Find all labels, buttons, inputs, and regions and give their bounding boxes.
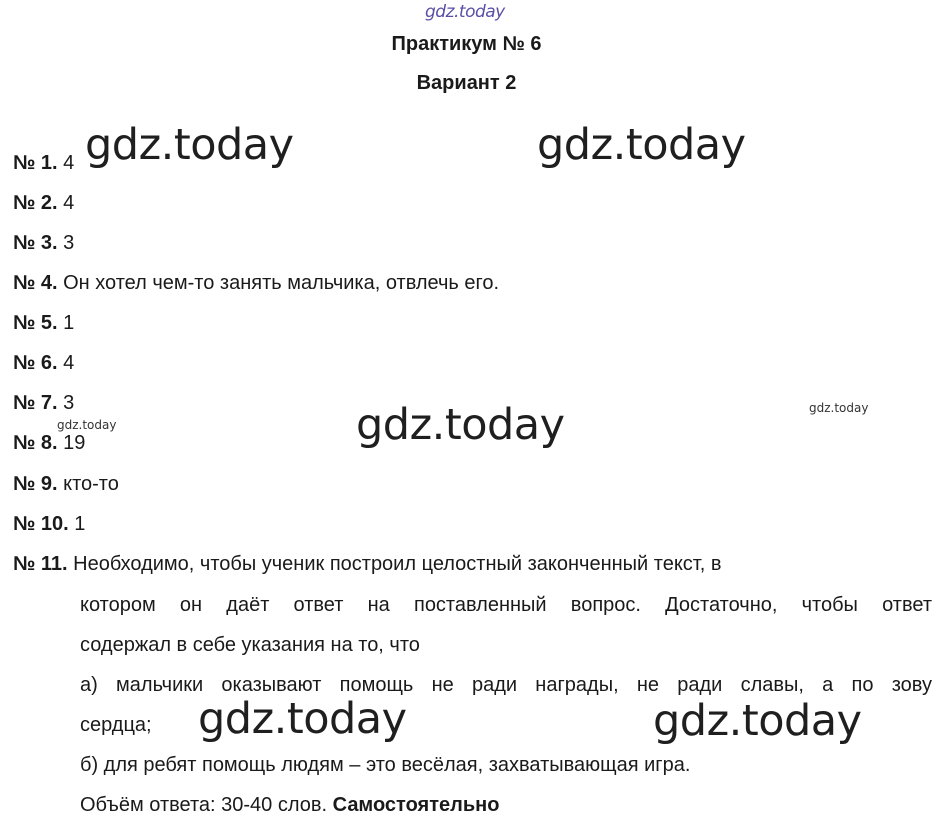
answer-number: № 1.	[13, 152, 58, 174]
answer-number: № 2.	[13, 192, 58, 214]
answer-text: 4	[63, 352, 75, 374]
answer-text: Необходимо, чтобы ученик построил целостный законченный текст, в	[73, 553, 722, 575]
answer-10	[13, 513, 85, 536]
answer-number: № 8.	[13, 432, 58, 454]
answer-11	[13, 553, 721, 576]
answer-text: 19	[63, 432, 86, 454]
volume-text: Объём ответа: 30-40 слов.	[80, 794, 328, 816]
answer-11-volume-line	[80, 794, 499, 817]
answer-number: № 11.	[13, 553, 68, 575]
answer-number: № 4.	[13, 272, 58, 294]
answer-text: 4	[63, 192, 75, 214]
answer-2	[13, 192, 74, 215]
answer-number: № 3.	[13, 232, 58, 254]
watermark: gdz.today	[356, 400, 565, 450]
variant-title: Вариант 2	[416, 72, 517, 94]
answer-11-line-4: а) мальчики оказывают помощь не ради награды, не ради славы, а по зову	[80, 674, 932, 696]
answer-5	[13, 312, 74, 335]
answer-text: 1	[63, 312, 75, 334]
answer-text: 4	[63, 152, 75, 174]
answer-number: № 7.	[13, 392, 58, 414]
watermark: gdz.today	[198, 694, 407, 744]
answer-number: № 5.	[13, 312, 58, 334]
watermark-small: gdz.today	[809, 401, 869, 415]
answer-text: 1	[74, 513, 86, 535]
answer-11-line-2: котором он даёт ответ на поставленный вопрос. Достаточно, чтобы ответ	[80, 594, 932, 616]
answer-number: № 9.	[13, 473, 58, 495]
answer-7	[13, 392, 74, 415]
note-text: Самостоятельно	[332, 794, 500, 816]
page-title: Практикум № 6	[391, 33, 542, 55]
answer-1	[13, 152, 74, 175]
answer-3	[13, 232, 74, 255]
watermark: gdz.today	[85, 120, 294, 170]
answer-text: 3	[63, 392, 75, 414]
answer-8	[13, 432, 85, 455]
answer-text: кто-то	[63, 473, 119, 495]
answer-text: Он хотел чем-то занять мальчика, отвлечь его.	[63, 272, 500, 294]
watermark-top: gdz.today	[425, 2, 505, 22]
answer-number: № 6.	[13, 352, 58, 374]
watermark: gdz.today	[653, 696, 862, 746]
answer-text: 3	[63, 232, 75, 254]
answer-11-line-5: сердца;	[80, 714, 152, 736]
watermark-small: gdz.today	[57, 418, 117, 432]
answer-6	[13, 352, 74, 375]
answer-number: № 10.	[13, 513, 69, 535]
answer-11-line-6: б) для ребят помощь людям – это весёлая, захватывающая игра.	[80, 754, 691, 776]
answer-11-line-3: содержал в себе указания на то, что	[80, 634, 420, 656]
answer-9	[13, 473, 119, 496]
watermark: gdz.today	[537, 120, 746, 170]
answer-4	[13, 272, 499, 295]
